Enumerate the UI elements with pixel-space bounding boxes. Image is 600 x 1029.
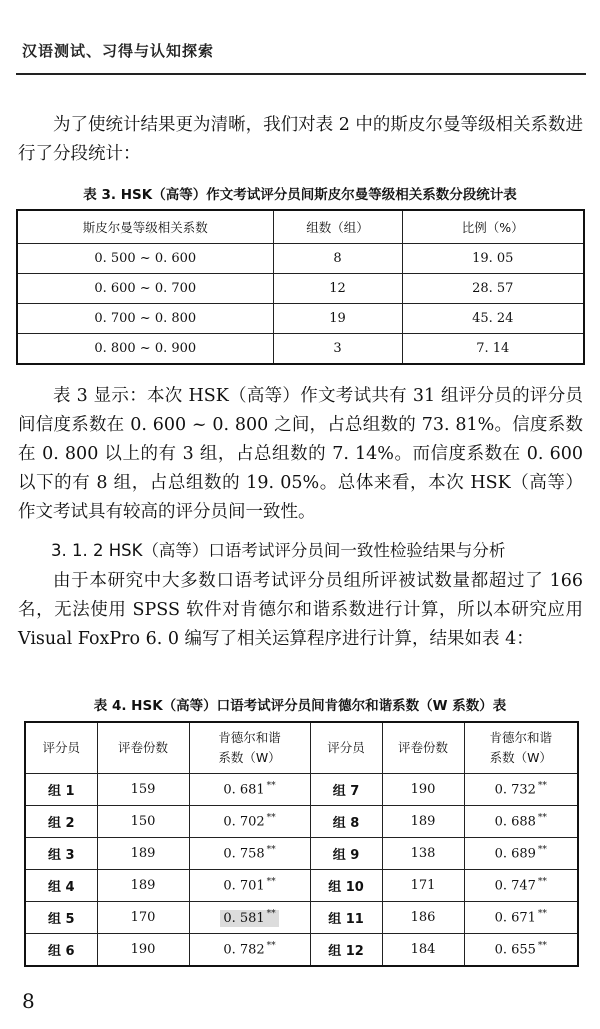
cell-w xyxy=(464,870,578,902)
table-row xyxy=(17,244,584,274)
paragraph-table-3-discussion: 表 3 显示：本次 HSK（高等）作文考试共有 31 组评分员的评分员间信度系数在 0. 600 ~ 0. 800 之间，占总组数的 73. 81%。信度系数在 0. 800 以上的有 3 组，占总组数的 7. 14%。而信度系数在 0. 600 以下的有 8 组，占总组数的 19. 05%。总体来看，本次 HSK（高等）作文考试具有较高的评分员间一致性。 xyxy=(18,386,583,522)
significance-mark: ** xyxy=(537,781,547,792)
cell-group: 组 5 xyxy=(25,902,97,934)
column-header: 比例（%） xyxy=(402,210,584,244)
w-value: 0. 655 xyxy=(494,942,536,958)
cell-w xyxy=(189,806,310,838)
table-3-caption: 表 3. HSK（高等）作文考试评分员间斯皮尔曼等级相关系数分段统计表 xyxy=(83,187,517,203)
running-header: 汉语测试、习得与认知探索 xyxy=(22,42,215,60)
cell-group: 组 8 xyxy=(310,806,382,838)
cell-w xyxy=(189,774,310,806)
table-row xyxy=(25,806,578,838)
cell-group: 组 9 xyxy=(310,838,382,870)
w-value: 0. 747 xyxy=(494,878,536,894)
cell-group: 组 1 xyxy=(25,774,97,806)
cell-w xyxy=(464,774,578,806)
cell-count: 19 xyxy=(273,304,402,334)
cell-count: 3 xyxy=(273,334,402,365)
table-row xyxy=(25,774,578,806)
significance-mark: ** xyxy=(266,909,276,920)
table-row xyxy=(17,274,584,304)
cell-range: 0. 500 ~ 0. 600 xyxy=(17,244,273,274)
header-line: 系数（W） xyxy=(218,750,281,765)
cell-w xyxy=(189,934,310,967)
table-row xyxy=(25,902,578,934)
cell-papers: 190 xyxy=(382,774,464,806)
table-4 xyxy=(24,721,579,967)
cell-papers: 189 xyxy=(97,870,189,902)
w-value: 0. 681 xyxy=(223,782,265,798)
column-header xyxy=(464,722,578,774)
cell-percent: 7. 14 xyxy=(402,334,584,365)
cell-w xyxy=(189,838,310,870)
column-header: 评分员 xyxy=(25,722,97,774)
table-row xyxy=(25,838,578,870)
cell-w xyxy=(464,902,578,934)
cell-percent: 45. 24 xyxy=(402,304,584,334)
cell-group: 组 6 xyxy=(25,934,97,967)
cell-group: 组 4 xyxy=(25,870,97,902)
cell-w xyxy=(189,902,310,934)
cell-w xyxy=(464,934,578,967)
table-row xyxy=(17,304,584,334)
cell-papers: 184 xyxy=(382,934,464,967)
header-line: 肯德尔和谐 xyxy=(489,730,552,745)
column-header: 斯皮尔曼等级相关系数 xyxy=(17,210,273,244)
significance-mark: ** xyxy=(537,845,547,856)
table-row xyxy=(25,934,578,967)
column-header: 评卷份数 xyxy=(382,722,464,774)
w-value: 0. 581 xyxy=(223,910,265,926)
cell-w xyxy=(464,838,578,870)
cell-range: 0. 600 ~ 0. 700 xyxy=(17,274,273,304)
column-header: 评分员 xyxy=(310,722,382,774)
cell-papers: 189 xyxy=(97,838,189,870)
header-line: 肯德尔和谐 xyxy=(218,730,281,745)
cell-count: 8 xyxy=(273,244,402,274)
table-row xyxy=(25,870,578,902)
significance-mark: ** xyxy=(537,877,547,888)
cell-group: 组 12 xyxy=(310,934,382,967)
column-header xyxy=(189,722,310,774)
cell-group: 组 11 xyxy=(310,902,382,934)
cell-papers: 189 xyxy=(382,806,464,838)
cell-papers: 171 xyxy=(382,870,464,902)
cell-group: 组 3 xyxy=(25,838,97,870)
significance-mark: ** xyxy=(266,813,276,824)
w-value: 0. 671 xyxy=(494,910,536,926)
column-header: 评卷份数 xyxy=(97,722,189,774)
significance-mark: ** xyxy=(537,909,547,920)
w-value: 0. 758 xyxy=(223,846,265,862)
table-row xyxy=(17,334,584,365)
cell-papers: 138 xyxy=(382,838,464,870)
cell-papers: 170 xyxy=(97,902,189,934)
cell-w xyxy=(189,870,310,902)
w-value: 0. 782 xyxy=(223,942,265,958)
w-value: 0. 732 xyxy=(494,782,536,798)
cell-range: 0. 800 ~ 0. 900 xyxy=(17,334,273,365)
cell-papers: 186 xyxy=(382,902,464,934)
cell-w xyxy=(464,806,578,838)
cell-papers: 150 xyxy=(97,806,189,838)
w-value: 0. 688 xyxy=(494,814,536,830)
significance-mark: ** xyxy=(266,941,276,952)
paragraph-intro: 为了使统计结果更为清晰，我们对表 2 中的斯皮尔曼等级相关系数进行了分段统计： xyxy=(18,115,583,164)
w-value: 0. 702 xyxy=(223,814,265,830)
significance-mark: ** xyxy=(266,877,276,888)
significance-mark: ** xyxy=(537,813,547,824)
cell-percent: 19. 05 xyxy=(402,244,584,274)
significance-mark: ** xyxy=(266,781,276,792)
cell-papers: 159 xyxy=(97,774,189,806)
w-value: 0. 689 xyxy=(494,846,536,862)
table-3 xyxy=(16,209,585,365)
cell-group: 组 10 xyxy=(310,870,382,902)
cell-papers: 190 xyxy=(97,934,189,967)
w-value: 0. 701 xyxy=(223,878,265,894)
cell-group: 组 2 xyxy=(25,806,97,838)
cell-group: 组 7 xyxy=(310,774,382,806)
cell-count: 12 xyxy=(273,274,402,304)
table-4-header-row xyxy=(25,722,578,774)
cell-range: 0. 700 ~ 0. 800 xyxy=(17,304,273,334)
page-number: 8 xyxy=(22,989,35,1013)
significance-mark: ** xyxy=(537,941,547,952)
header-line: 系数（W） xyxy=(489,750,552,765)
paragraph-method: 由于本研究中大多数口语考试评分员组所评被试数量都超过了 166 名，无法使用 SPSS 软件对肯德尔和谐系数进行计算，所以本研究应用 Visual FoxPro 6. 0 编写了相关运算程序进行计算，结果如表 4： xyxy=(18,571,583,649)
table-4-caption: 表 4. HSK（高等）口语考试评分员间肯德尔和谐系数（W 系数）表 xyxy=(93,698,507,714)
column-header: 组数（组） xyxy=(273,210,402,244)
header-rule xyxy=(16,73,586,75)
highlighted-w-value xyxy=(220,910,278,927)
table-3-header-row xyxy=(17,210,584,244)
significance-mark: ** xyxy=(266,845,276,856)
section-subheading: 3. 1. 2 HSK（高等）口语考试评分员间一致性检验结果与分析 xyxy=(51,541,506,560)
cell-percent: 28. 57 xyxy=(402,274,584,304)
